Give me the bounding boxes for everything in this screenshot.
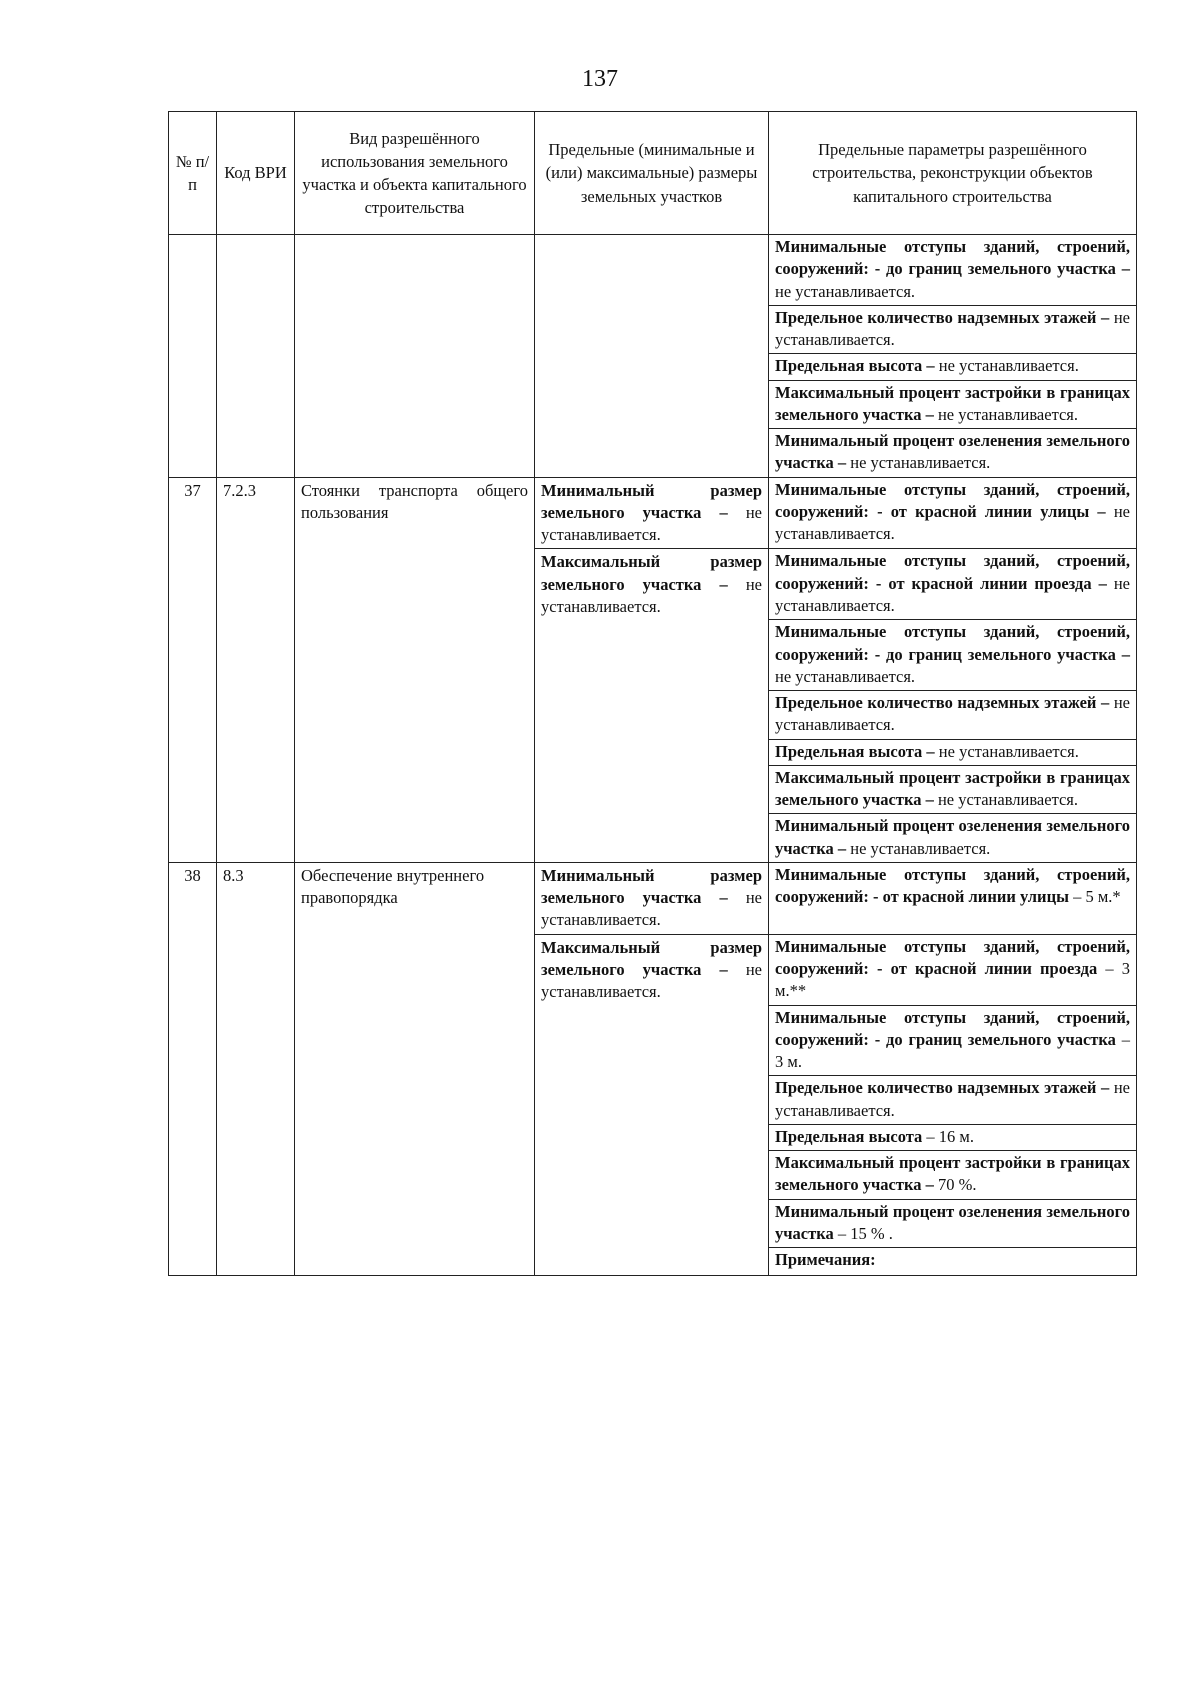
param-value: не устанавливается.: [775, 281, 916, 301]
row-num: 38: [169, 862, 217, 1275]
param-label: Предельная высота –: [775, 356, 935, 376]
table-row: [169, 235, 1137, 306]
param-label: Минимальные отступы зданий, строений, сооружений: - до границ земельного участка –: [775, 237, 1130, 279]
regulations-table: [168, 111, 1137, 1276]
param-cell: [769, 691, 1137, 740]
header-code: Код ВРИ: [217, 112, 295, 235]
row-num: 37: [169, 477, 217, 862]
row-use: Стоянки транспорта общего пользования: [295, 477, 535, 862]
param-cell: [769, 1151, 1137, 1200]
param-value: – 16 м.: [922, 1126, 974, 1146]
param-cell: [769, 477, 1137, 549]
param-label: Предельная высота: [775, 1126, 923, 1146]
param-value: не устанавливается.: [846, 838, 991, 858]
param-cell: [769, 765, 1137, 814]
table-row: [169, 862, 1137, 934]
size-max-cell: [535, 934, 769, 1275]
param-label: Минимальные отступы зданий, строений, сооружений: - от красной линии проезда –: [775, 551, 1130, 593]
param-label: Предельное количество надземных этажей –: [775, 307, 1110, 327]
param-value: не устанавливается.: [775, 307, 1130, 350]
param-cell: [769, 549, 1137, 620]
param-label: Максимальный процент застройки в границах земельного участка –: [775, 767, 1130, 810]
param-label: Максимальный процент застройки в границах земельного участка –: [775, 1153, 1130, 1195]
size-value: не устанавливается.: [541, 959, 762, 1002]
param-value: не устанавливается.: [775, 573, 1130, 615]
cont-use-cell: [295, 235, 535, 478]
param-cell: [769, 1124, 1137, 1150]
header-params: Предельные параметры разрешённого строительства, реконструкции объектов капитального строительства: [769, 112, 1137, 235]
param-cell: [769, 1076, 1137, 1125]
param-label: Минимальный процент озеленения земельного участка: [775, 1201, 1130, 1243]
param-value: не устанавливается.: [933, 790, 1079, 810]
param-cell: [769, 305, 1137, 354]
param-cell: [769, 235, 1137, 306]
row-use: Обеспечение внутреннего правопорядка: [295, 862, 535, 1275]
param-cell: [769, 1199, 1137, 1248]
param-value: – 5 м.*: [1068, 887, 1121, 907]
header-size: Предельные (минимальные и (или) максимальные) размеры земельных участков: [535, 112, 769, 235]
header-num: № п/п: [169, 112, 217, 235]
size-min-cell: [535, 862, 769, 934]
size-value: не устанавливается.: [541, 502, 762, 545]
param-label: Минимальные отступы зданий, строений, сооружений: - от красной линии улицы: [775, 864, 1130, 907]
size-label: Минимальный размер земельного участка –: [541, 865, 762, 908]
param-value: – 3 м.: [775, 1029, 1131, 1072]
param-value: не устанавливается.: [934, 741, 1079, 761]
param-value: не устанавливается.: [775, 693, 1130, 735]
param-cell: [769, 1005, 1137, 1076]
param-cell: [769, 429, 1137, 478]
size-value: не устанавливается.: [541, 888, 762, 930]
param-label: Предельная высота –: [775, 741, 935, 761]
param-cell: [769, 739, 1137, 765]
param-label: Максимальный процент застройки в границах земельного участка –: [775, 382, 1130, 424]
header-use: Вид разрешённого использования земельного участка и объекта капитального строительства: [295, 112, 535, 235]
param-cell: [769, 354, 1137, 380]
param-label: Минимальный процент озеленения земельного участка –: [775, 431, 1130, 473]
param-value: – 3 м.**: [775, 958, 1130, 1001]
cont-size-cell: [535, 235, 769, 478]
cont-code-cell: [217, 235, 295, 478]
param-value: 70 %.: [933, 1175, 977, 1195]
param-cell: [769, 380, 1137, 429]
table-header-row: [169, 112, 1137, 235]
page-number: 137: [582, 66, 618, 92]
param-cell: [769, 934, 1137, 1005]
param-value: не устанавливается.: [934, 356, 1079, 376]
param-label: Минимальные отступы зданий, строений, сооружений: - от красной линии проезда: [775, 936, 1130, 978]
size-label: Минимальный размер земельного участка –: [541, 480, 762, 522]
param-label: Минимальный процент озеленения земельного участка –: [775, 816, 1130, 858]
param-label: Минимальные отступы зданий, строений, сооружений: - до границ земельного участка –: [775, 622, 1130, 664]
param-label: Предельное количество надземных этажей –: [775, 693, 1110, 713]
notes-label: Примечания:: [775, 1250, 876, 1270]
table-row: [169, 477, 1137, 549]
param-cell: [769, 620, 1137, 691]
param-cell: [769, 862, 1137, 934]
size-label: Максимальный размер земельного участка –: [541, 552, 762, 594]
param-value: не устанавливается.: [933, 404, 1079, 424]
row-code: 7.2.3: [217, 477, 295, 862]
param-label: Минимальные отступы зданий, строений, сооружений: - до границ земельного участка: [775, 1007, 1130, 1049]
param-label: Минимальные отступы зданий, строений, сооружений: - от красной линии улицы –: [775, 479, 1130, 521]
param-value: не устанавливается.: [775, 501, 1130, 544]
param-value: не устанавливается.: [775, 1078, 1130, 1120]
size-label: Максимальный размер земельного участка –: [541, 937, 762, 979]
param-cell: [769, 1248, 1137, 1276]
param-value: не устанавливается.: [775, 666, 916, 686]
row-code: 8.3: [217, 862, 295, 1275]
param-label: Предельное количество надземных этажей –: [775, 1078, 1110, 1098]
param-value: – 15 % .: [833, 1223, 893, 1243]
size-max-cell: [535, 549, 769, 862]
size-min-cell: [535, 477, 769, 549]
size-value: не устанавливается.: [541, 574, 762, 616]
cont-num-cell: [169, 235, 217, 478]
param-cell: [769, 814, 1137, 863]
param-value: не устанавливается.: [846, 453, 991, 473]
